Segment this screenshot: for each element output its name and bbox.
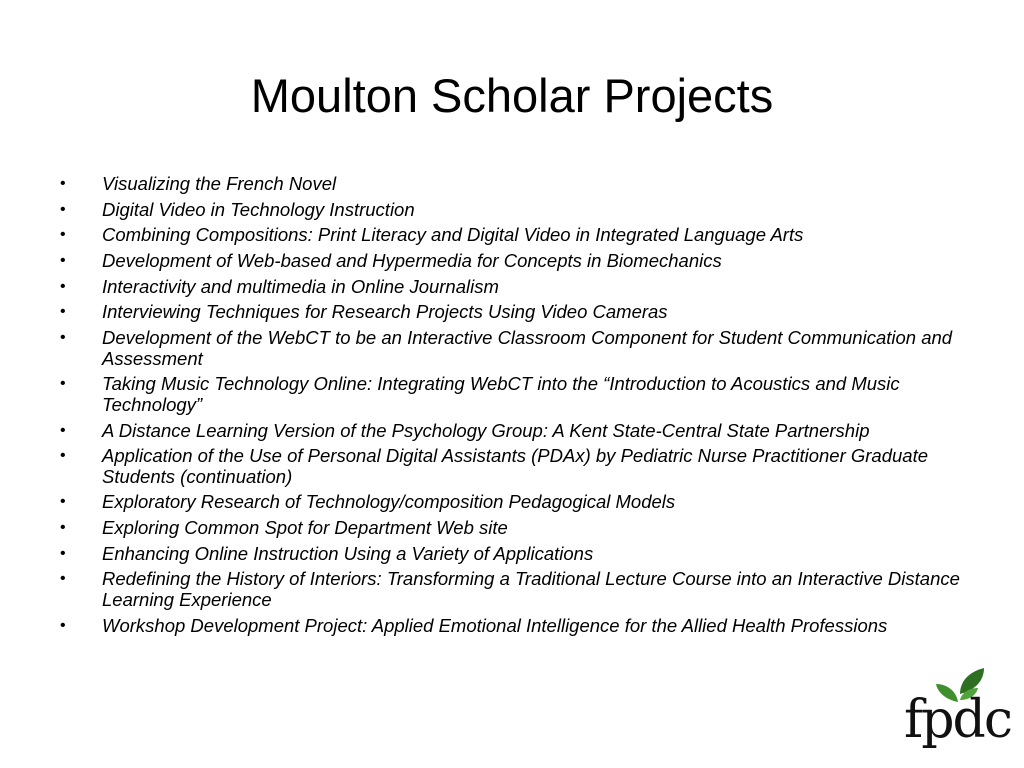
logo-text: fpdc [904, 690, 1011, 750]
bullet-icon: • [60, 375, 66, 393]
list-item [58, 492, 978, 513]
list-item-text: Development of the WebCT to be an Interactive Classroom Component for Student Communication and Assessment [102, 327, 953, 369]
list-item-text: Application of the Use of Personal Digital Assistants (PDAx) by Pediatric Nurse Practitioner Graduate Students (continuation) [102, 445, 929, 487]
list-item-text: Redefining the History of Interiors: Transforming a Traditional Lecture Course into an Interactive Distance Learning Experience [102, 568, 960, 610]
list-item [58, 328, 978, 369]
bullet-icon: • [60, 493, 66, 511]
bullet-icon: • [60, 303, 66, 321]
list-item [58, 251, 978, 272]
list-item [58, 225, 978, 246]
bullet-icon: • [60, 175, 66, 192]
list-item-text: Taking Music Technology Online: Integrating WebCT into the “Introduction to Acoustics and Music Technology” [102, 373, 900, 415]
list-item-text: A Distance Learning Version of the Psychology Group: A Kent State-Central State Partnership [102, 419, 870, 441]
list-item-text: Exploring Common Spot for Department Web site [102, 517, 508, 539]
list-item-text: Visualizing the French Novel [102, 173, 337, 194]
list-item [58, 174, 978, 195]
list-item [58, 544, 978, 565]
list-item [58, 277, 978, 298]
list-item-text: Exploratory Research of Technology/composition Pedagogical Models [102, 491, 676, 513]
bullet-icon: • [60, 616, 66, 634]
list-item [58, 302, 978, 323]
bullet-icon: • [60, 421, 66, 439]
list-item-text: Enhancing Online Instruction Using a Variety of Applications [102, 542, 594, 564]
list-item [58, 569, 978, 610]
list-item [58, 446, 978, 487]
list-item-text: Interviewing Techniques for Research Projects Using Video Cameras [102, 301, 668, 323]
project-list [58, 174, 978, 641]
bullet-icon: • [60, 544, 66, 562]
list-item [58, 200, 978, 221]
bullet-icon: • [60, 329, 66, 347]
list-item-text: Development of Web-based and Hypermedia for Concepts in Biomechanics [102, 250, 722, 272]
list-item-text: Workshop Development Project: Applied Emotional Intelligence for the Allied Health Professions [102, 614, 888, 636]
bullet-icon: • [60, 519, 66, 537]
list-item [58, 518, 978, 539]
list-item-text: Interactivity and multimedia in Online Journalism [102, 275, 499, 297]
bullet-icon: • [60, 226, 66, 244]
bullet-icon: • [60, 277, 66, 295]
list-item-text: Digital Video in Technology Instruction [102, 198, 415, 220]
bullet-icon: • [60, 200, 66, 218]
bullet-icon: • [60, 570, 66, 588]
list-item [58, 374, 978, 415]
fpdc-logo [900, 664, 1012, 756]
list-item-text: Combining Compositions: Print Literacy and Digital Video in Integrated Language Arts [102, 224, 804, 246]
bullet-icon: • [60, 447, 66, 465]
bullet-icon: • [60, 252, 66, 270]
list-item [58, 616, 978, 637]
slide-title: Moulton Scholar Projects [250, 69, 774, 122]
list-item [58, 421, 978, 442]
